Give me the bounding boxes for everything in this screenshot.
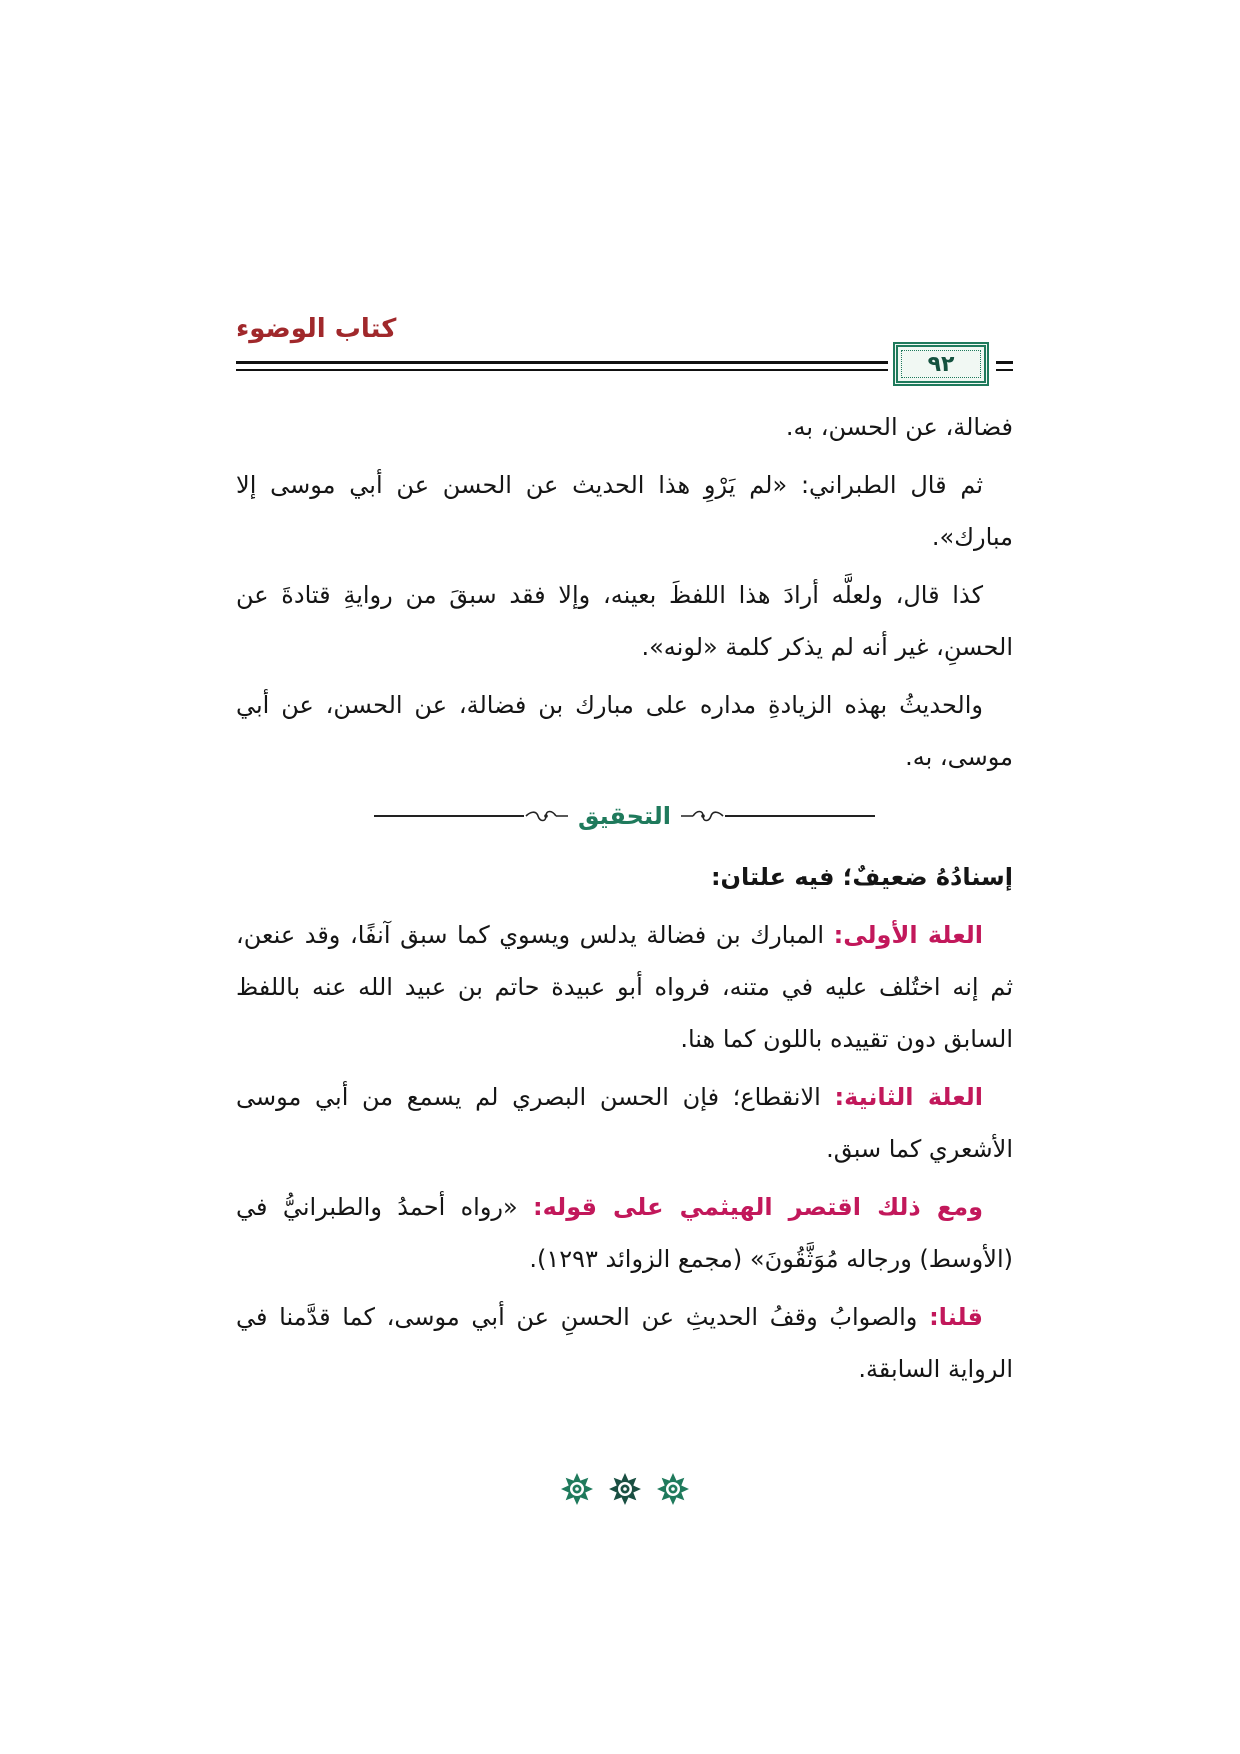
- section-heading: التحقيق: [577, 802, 672, 830]
- rosette-icon: [607, 1471, 643, 1507]
- header-rule-left: [236, 361, 888, 372]
- note-paragraph: [236, 1181, 1013, 1285]
- divider-line-left: [374, 815, 523, 817]
- note-lead: العلة الثانية:: [834, 1083, 983, 1111]
- running-header-title: كتاب الوضوء: [236, 314, 397, 344]
- note-lead: قلنا:: [929, 1303, 983, 1331]
- note-paragraph: [236, 1071, 1013, 1175]
- flourish-icon: [524, 808, 570, 824]
- paragraph: كذا قال، ولعلَّه أرادَ هذا اللفظَ بعينه، وإلا فقد سبقَ من روايةِ قتادةَ عن الحسنِ، غير أنه لم يذكر كلمة «لونه».: [236, 581, 1013, 661]
- paragraph: فضالة، عن الحسن، به.: [785, 413, 1013, 441]
- body-text: [236, 401, 1013, 1507]
- note-text: الانقطاع؛ فإن الحسن البصري لم يسمع من أبي موسى الأشعري كما سبق.: [236, 1083, 1013, 1163]
- divider-line-right: [725, 815, 874, 817]
- header-rule-right: [996, 361, 1013, 372]
- page-number: ٩٢: [927, 351, 955, 377]
- rosette-icon: [559, 1471, 595, 1507]
- verdict-heading: إسنادُهُ ضعيفٌ؛ فيه علتان:: [710, 863, 1013, 891]
- note-paragraph: [236, 1291, 1013, 1395]
- note-lead: العلة الأولى:: [833, 921, 983, 949]
- note-lead: ومع ذلك اقتصر الهيثمي على قوله:: [533, 1193, 983, 1221]
- note-paragraph: [236, 909, 1013, 1065]
- paragraph: ثم قال الطبراني: «لم يَرْوِ هذا الحديث عن الحسن عن أبي موسى إلا مبارك».: [236, 471, 1013, 551]
- section-divider: [375, 793, 875, 839]
- note-text: والصوابُ وقفُ الحديثِ عن الحسنِ عن أبي موسى، كما قدَّمنا في الرواية السابقة.: [236, 1303, 1013, 1383]
- rosette-icon: [655, 1471, 691, 1507]
- page-number-frame: [893, 342, 989, 386]
- note-text: المبارك بن فضالة يدلس ويسوي كما سبق آنفًا، وقد عنعن، ثم إنه اختُلف عليه في متنه، فرواه أبو عبيدة حاتم بن عبيد الله عنه باللفظ السابق دون تقييده باللون كما هنا.: [236, 921, 1013, 1053]
- end-ornament-row: [236, 1471, 1013, 1507]
- paragraph: والحديثُ بهذه الزيادةِ مداره على مبارك بن فضالة، عن الحسن، عن أبي موسى، به.: [236, 691, 1013, 771]
- note-text: «رواه أحمدُ والطبرانيُّ في (الأوسط) ورجاله مُوَثَّقُونَ» (مجمع الزوائد ١٢٩٣).: [236, 1193, 1013, 1273]
- flourish-icon: [679, 808, 725, 824]
